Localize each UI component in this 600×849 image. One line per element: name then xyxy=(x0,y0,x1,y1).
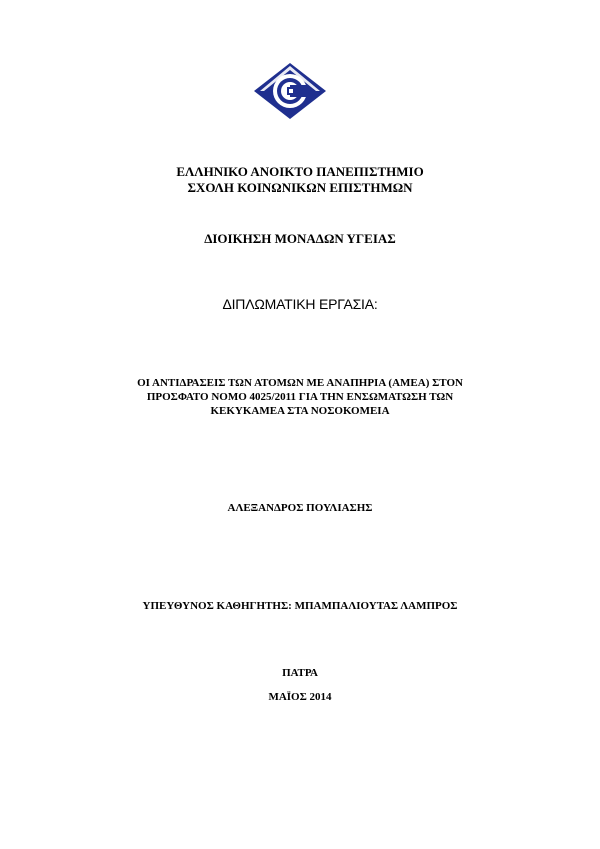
department-name: ΔΙΟΙΚΗΣΗ ΜΟΝΑΔΩΝ ΥΓΕΙΑΣ xyxy=(204,231,396,246)
thesis-title-line-1: ΟΙ ΑΝΤΙΔΡΑΣΕΙΣ ΤΩΝ ΑΤΟΜΩΝ ΜΕ ΑΝΑΠΗΡΙΑ (ΑΜΕΑ) ΣΤΟΝ xyxy=(137,377,463,389)
university-logo-icon xyxy=(254,63,326,119)
author-name: ΑΛΕΞΑΝΔΡΟΣ ΠΟΥΛΙΑΣΗΣ xyxy=(227,502,373,514)
thesis-title-line-2: ΠΡΟΣΦΑΤΟ ΝΟΜΟ 4025/2011 ΓΙΑ ΤΗΝ ΕΝΣΩΜΑΤΩΣΗ ΤΩΝ xyxy=(146,391,454,403)
supervisor-line: ΥΠΕΥΘΥΝΟΣ ΚΑΘΗΓΗΤΗΣ: ΜΠΑΜΠΑΛΙΟΥΤΑΣ ΛΑΜΠΡΟΣ xyxy=(142,600,458,612)
school-name: ΣΧΟΛΗ ΚΟΙΝΩΝΙΚΩΝ ΕΠΙΣΤΗΜΩΝ xyxy=(187,180,413,195)
document-type: ΔΙΠΛΩΜΑΤΙΚΗ ΕΡΓΑΣΙΑ: xyxy=(222,296,378,312)
thesis-title-line-3: ΚΕΚΥΚΑΜΕΑ ΣΤΑ ΝΟΣΟΚΟΜΕΙΑ xyxy=(210,405,390,417)
city: ΠΑΤΡΑ xyxy=(282,667,318,679)
date: ΜΑΪΟΣ 2014 xyxy=(268,691,332,703)
university-name: ΕΛΛΗΝΙΚΟ ΑΝΟΙΚΤΟ ΠΑΝΕΠΙΣΤΗΜΙΟ xyxy=(176,164,424,179)
